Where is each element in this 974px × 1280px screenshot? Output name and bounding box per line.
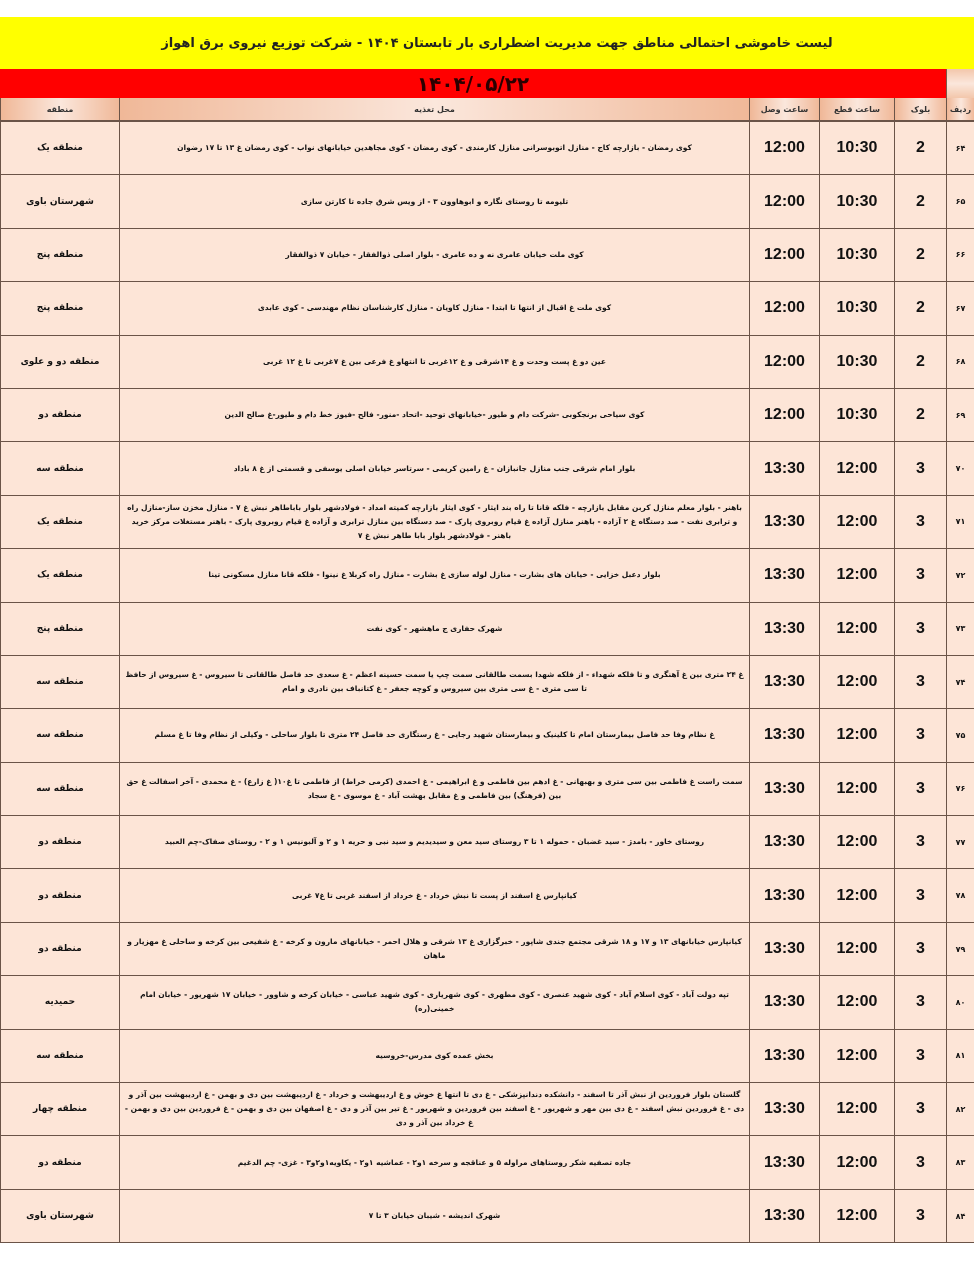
connect-time-cell: 13:30 <box>750 816 820 869</box>
row-number-cell: ۷۶ <box>947 762 974 815</box>
table-row <box>1 549 974 602</box>
cut-time-cell: 12:00 <box>820 922 895 975</box>
region-cell: منطقه دو <box>1 388 120 441</box>
connect-time-cell: 12:00 <box>750 228 820 281</box>
region-cell: منطقه چهار <box>1 1083 120 1136</box>
location-cell: بلوار دعبل خزایی - خیابان های بشارت - منازل لوله سازی غ بشارت - منازل راه کربلا غ نینوا - فلکه قانا منازل مسکونی تینا <box>120 549 750 602</box>
location-cell: کوی رمضان - بازارچه کاج - منازل اتوبوسرانی منازل کارمندی - کوی رمضان - کوی مجاهدین خیابانهای نواب - کوی رمضان غ ۱۳ تا ۱۷ رضوان <box>120 121 750 175</box>
header-region: منطقه <box>1 98 120 121</box>
row-number-cell: ۶۷ <box>947 282 974 335</box>
region-cell: منطقه دو <box>1 922 120 975</box>
block-cell: 3 <box>895 976 947 1029</box>
cut-time-cell: 12:00 <box>820 1083 895 1136</box>
location-cell: شهرک اندیشه - شیبان خیابان ۳ تا ۷ <box>120 1189 750 1242</box>
block-cell: 3 <box>895 442 947 495</box>
block-cell: 3 <box>895 922 947 975</box>
row-number-cell: ۷۰ <box>947 442 974 495</box>
cut-time-cell: 12:00 <box>820 442 895 495</box>
cut-time-cell: 12:00 <box>820 1029 895 1082</box>
connect-time-cell: 13:30 <box>750 922 820 975</box>
table-row <box>1 602 974 655</box>
block-cell: 3 <box>895 602 947 655</box>
table-row <box>1 495 974 548</box>
region-cell: منطقه دو و علوی <box>1 335 120 388</box>
region-cell: منطقه سه <box>1 762 120 815</box>
row-number-cell: ۸۴ <box>947 1189 974 1242</box>
cut-time-cell: 12:00 <box>820 495 895 548</box>
row-number-cell: ۷۱ <box>947 495 974 548</box>
location-cell: کیانپارس خیابانهای ۱۳ و ۱۷ و ۱۸ شرقی مجتمع جندی شاپور - خبرگزاری غ ۱۳ شرقی و هلال احمر - خیابانهای مارون و کرخه - غ شفیعی بین کرخه و ساحلی غ مهزیار و ماهان <box>120 922 750 975</box>
region-cell: حمیدیه <box>1 976 120 1029</box>
row-number-cell: ۶۹ <box>947 388 974 441</box>
connect-time-cell: 13:30 <box>750 549 820 602</box>
row-number-cell: ۶۴ <box>947 121 974 175</box>
location-cell: کوی سیاحی برنجکوبی -شرکت دام و طیور -خیابانهای توحید -اتحاد -منور- فالح -فیوز خط دام و طیور-غ صالح الدین <box>120 388 750 441</box>
location-cell: گلستان بلوار فروردین از نبش آذر تا اسفند - دانشکده دندانپزشکی - غ دی تا انتها غ خوش و غ اردیبهشت و خرداد - غ اردیبهشت بین دی و بهمن - غ اردیبهشت بین آذر و دی - غ فروردین نبش اسفند - غ دی بین مهر و شهریور - غ اسفند بین فروردین و شهریور - غ تیر بین آذر و دی - غ اصفهان بین دی و بهمن - غ فروردین بین دی و بهمن - غ خرداد بین آذر و دی <box>120 1083 750 1136</box>
row-number-cell: ۷۷ <box>947 816 974 869</box>
table-row <box>1 1136 974 1189</box>
connect-time-cell: 12:00 <box>750 121 820 175</box>
location-cell: عین دو غ پست وحدت و غ ۱۴شرقی و غ ۱۲غربی تا انتهاو غ فرعی بین غ ۷غربی تا غ ۱۲ غربی <box>120 335 750 388</box>
cut-time-cell: 10:30 <box>820 121 895 175</box>
connect-time-cell: 13:30 <box>750 495 820 548</box>
row-number-cell: ۷۲ <box>947 549 974 602</box>
row-number-cell: ۸۲ <box>947 1083 974 1136</box>
region-cell: منطقه یک <box>1 495 120 548</box>
cut-time-cell: 10:30 <box>820 335 895 388</box>
connect-time-cell: 13:30 <box>750 976 820 1029</box>
table-header-row <box>1 98 974 121</box>
block-cell: 3 <box>895 655 947 708</box>
row-number-cell: ۶۶ <box>947 228 974 281</box>
block-cell: 3 <box>895 495 947 548</box>
document-title: لیست خاموشی احتمالی مناطق جهت مدیریت اضطراری بار تابستان ۱۴۰۴ - شرکت توزیع نیروی برق اهواز <box>161 35 833 51</box>
cut-time-cell: 12:00 <box>820 1189 895 1242</box>
location-cell: کیانپارس غ اسفند از پست تا نبش خرداد - غ خرداد از اسفند غربی تا غ۷ غربی <box>120 869 750 922</box>
cut-time-cell: 12:00 <box>820 709 895 762</box>
row-number-cell: ۸۳ <box>947 1136 974 1189</box>
date-banner-side-cell <box>946 69 974 98</box>
cut-time-cell: 12:00 <box>820 869 895 922</box>
date-banner <box>0 69 946 98</box>
region-cell: منطقه دو <box>1 869 120 922</box>
block-cell: 3 <box>895 1136 947 1189</box>
table-row <box>1 816 974 869</box>
block-cell: 2 <box>895 282 947 335</box>
region-cell: منطقه سه <box>1 709 120 762</box>
cut-time-cell: 12:00 <box>820 549 895 602</box>
row-number-cell: ۷۴ <box>947 655 974 708</box>
connect-time-cell: 13:30 <box>750 1136 820 1189</box>
row-number-cell: ۶۵ <box>947 175 974 228</box>
table-row <box>1 388 974 441</box>
document-date: ۱۴۰۴/۰۵/۲۲ <box>416 71 530 96</box>
location-cell: سمت راست غ فاطمی بین سی متری و بهبهانی - غ ادهم بین فاطمی و غ ابراهیمی - غ احمدی (کرمی خراط) از فاطمی تا غ۱۰( غ زارع) - غ محمدی - آخر اسفالت غ حق بین (فرهنگ) بین فاطمی و غ مقابل بهشت آباد - غ موسوی - غ سجاد <box>120 762 750 815</box>
connect-time-cell: 13:30 <box>750 1029 820 1082</box>
region-cell: شهرستان باوی <box>1 1189 120 1242</box>
table-row <box>1 869 974 922</box>
connect-time-cell: 12:00 <box>750 388 820 441</box>
block-cell: 2 <box>895 121 947 175</box>
connect-time-cell: 13:30 <box>750 1083 820 1136</box>
location-cell: کوی ملت غ اقبال از انتها تا ابتدا - منازل کاویان - منازل کارشناسان نظام مهندسی - کوی عابدی <box>120 282 750 335</box>
table-row <box>1 762 974 815</box>
block-cell: 2 <box>895 335 947 388</box>
location-cell: غ ۲۴ متری بین غ آهنگری و تا فلکه شهداء - از فلکه شهدا بسمت طالقانی سمت چپ یا سمت حسینه اعظم - غ سعدی حد فاصل طالقانی تا سیروس - غ سیروس از حافظ تا سی متری - غ سی متری بین سیروس و کوچه جعفر - غ کتانباف بین نادری و امام <box>120 655 750 708</box>
location-cell: شهرک حفاری ج ماهشهر - کوی نفت <box>120 602 750 655</box>
header-location: محل تغذیه <box>120 98 750 121</box>
region-cell: منطقه پنج <box>1 282 120 335</box>
table-row <box>1 655 974 708</box>
connect-time-cell: 13:30 <box>750 709 820 762</box>
cut-time-cell: 12:00 <box>820 655 895 708</box>
block-cell: 3 <box>895 709 947 762</box>
location-cell: تپه دولت آباد - کوی اسلام آباد - کوی شهید عنصری - کوی مطهری - کوی شهریاری - کوی شهید عباسی - خیابان کرخه و شاوور - خیابان ۱۷ شهریور - خیابان امام خمینی(ره) <box>120 976 750 1029</box>
row-number-cell: ۷۹ <box>947 922 974 975</box>
connect-time-cell: 13:30 <box>750 869 820 922</box>
outage-schedule-table <box>0 98 974 1243</box>
table-row <box>1 1029 974 1082</box>
region-cell: منطقه پنج <box>1 228 120 281</box>
row-number-cell: ۷۳ <box>947 602 974 655</box>
block-cell: 3 <box>895 1189 947 1242</box>
location-cell: بلوار امام شرقی جنب منازل جانبازان - غ رامین کریمی - سرتاسر خیابان اصلی یوسفی و قسمتی از غ ۸ باداد <box>120 442 750 495</box>
table-row <box>1 1189 974 1242</box>
row-number-cell: ۶۸ <box>947 335 974 388</box>
block-cell: 3 <box>895 1029 947 1082</box>
cut-time-cell: 12:00 <box>820 602 895 655</box>
region-cell: منطقه دو <box>1 816 120 869</box>
region-cell: منطقه دو <box>1 1136 120 1189</box>
header-connect-time: ساعت وصل <box>750 98 820 121</box>
row-number-cell: ۷۸ <box>947 869 974 922</box>
table-row <box>1 121 974 175</box>
region-cell: منطقه یک <box>1 121 120 175</box>
block-cell: 2 <box>895 228 947 281</box>
header-block: بلوک <box>895 98 947 121</box>
location-cell: جاده تصفیه شکر روستاهای مراوله ۵ و عناقجه و سرخه ۱و۲ - عماشیه ۱و۲ - یکاویه۱و۲و۳ - غزی- چم الدغیم <box>120 1136 750 1189</box>
connect-time-cell: 13:30 <box>750 602 820 655</box>
connect-time-cell: 13:30 <box>750 655 820 708</box>
location-cell: روستای خاور - بامدژ - سید غضبان - حموله ۱ تا ۳ روستای سید معن و سیدیدیم و سید نبی و حریه ۱ و ۲ و آلبونیس ۱ و ۲ - روستای صفاک-چم العبید <box>120 816 750 869</box>
region-cell: منطقه پنج <box>1 602 120 655</box>
region-cell: منطقه سه <box>1 442 120 495</box>
connect-time-cell: 12:00 <box>750 335 820 388</box>
region-cell: منطقه سه <box>1 655 120 708</box>
connect-time-cell: 12:00 <box>750 175 820 228</box>
cut-time-cell: 12:00 <box>820 976 895 1029</box>
block-cell: 2 <box>895 175 947 228</box>
region-cell: منطقه یک <box>1 549 120 602</box>
document-title-banner <box>0 17 974 69</box>
block-cell: 3 <box>895 816 947 869</box>
location-cell: غ نظام وفا حد فاصل بیمارستان امام تا کلینیک و بیمارستان شهید رجایی - غ رستگاری حد فاصل ۲۴ متری تا بلوار ساحلی - وکیلی از نظام وفا تا غ مسلم <box>120 709 750 762</box>
location-cell: کوی ملت خیابان عامری نه و ده عامری - بلوار اصلی ذوالفقار - خیابان ۷ ذوالفقار <box>120 228 750 281</box>
connect-time-cell: 13:30 <box>750 1189 820 1242</box>
cut-time-cell: 12:00 <box>820 762 895 815</box>
table-row <box>1 228 974 281</box>
row-number-cell: ۸۰ <box>947 976 974 1029</box>
block-cell: 3 <box>895 762 947 815</box>
table-row <box>1 175 974 228</box>
location-cell: تلیومه تا روستای نگاره و ابوهاوون ۳ - از ویس شرق جاده تا کارتن سازی <box>120 175 750 228</box>
block-cell: 3 <box>895 869 947 922</box>
cut-time-cell: 12:00 <box>820 1136 895 1189</box>
table-row <box>1 976 974 1029</box>
cut-time-cell: 10:30 <box>820 175 895 228</box>
block-cell: 3 <box>895 1083 947 1136</box>
row-number-cell: ۸۱ <box>947 1029 974 1082</box>
block-cell: 2 <box>895 388 947 441</box>
connect-time-cell: 13:30 <box>750 762 820 815</box>
connect-time-cell: 13:30 <box>750 442 820 495</box>
location-cell: باهنر - بلوار معلم منازل کربن مقابل بازارچه - فلکه قانا تا راه بند ایثار - کوی ایثار بازارچه کمیته امداد - فولادشهر بلوار باباطاهر نبش غ ۷ - منازل مخزن ساز-منازل راه و ترابری نفت - صد دستگاه غ ۲ آزاده - باهنر منازل آزاده غ قیام روبروی پارک - صد دستگاه بین منازل ترابری و آزاده غ قیام روبروی پارک - باهنر مستغلات مرکز خرید باهنر - فولادشهر بلوار بابا طاهر نبش غ ۷ <box>120 495 750 548</box>
connect-time-cell: 12:00 <box>750 282 820 335</box>
region-cell: شهرستان باوی <box>1 175 120 228</box>
block-cell: 3 <box>895 549 947 602</box>
table-row <box>1 1083 974 1136</box>
cut-time-cell: 10:30 <box>820 228 895 281</box>
table-row <box>1 282 974 335</box>
location-cell: بخش عمده کوی مدرس-خروسیه <box>120 1029 750 1082</box>
row-number-cell: ۷۵ <box>947 709 974 762</box>
header-row-number: ردیف <box>947 98 974 121</box>
table-row <box>1 709 974 762</box>
cut-time-cell: 10:30 <box>820 388 895 441</box>
header-cut-time: ساعت قطع <box>820 98 895 121</box>
table-row <box>1 442 974 495</box>
region-cell: منطقه سه <box>1 1029 120 1082</box>
cut-time-cell: 12:00 <box>820 816 895 869</box>
table-row <box>1 922 974 975</box>
table-row <box>1 335 974 388</box>
cut-time-cell: 10:30 <box>820 282 895 335</box>
